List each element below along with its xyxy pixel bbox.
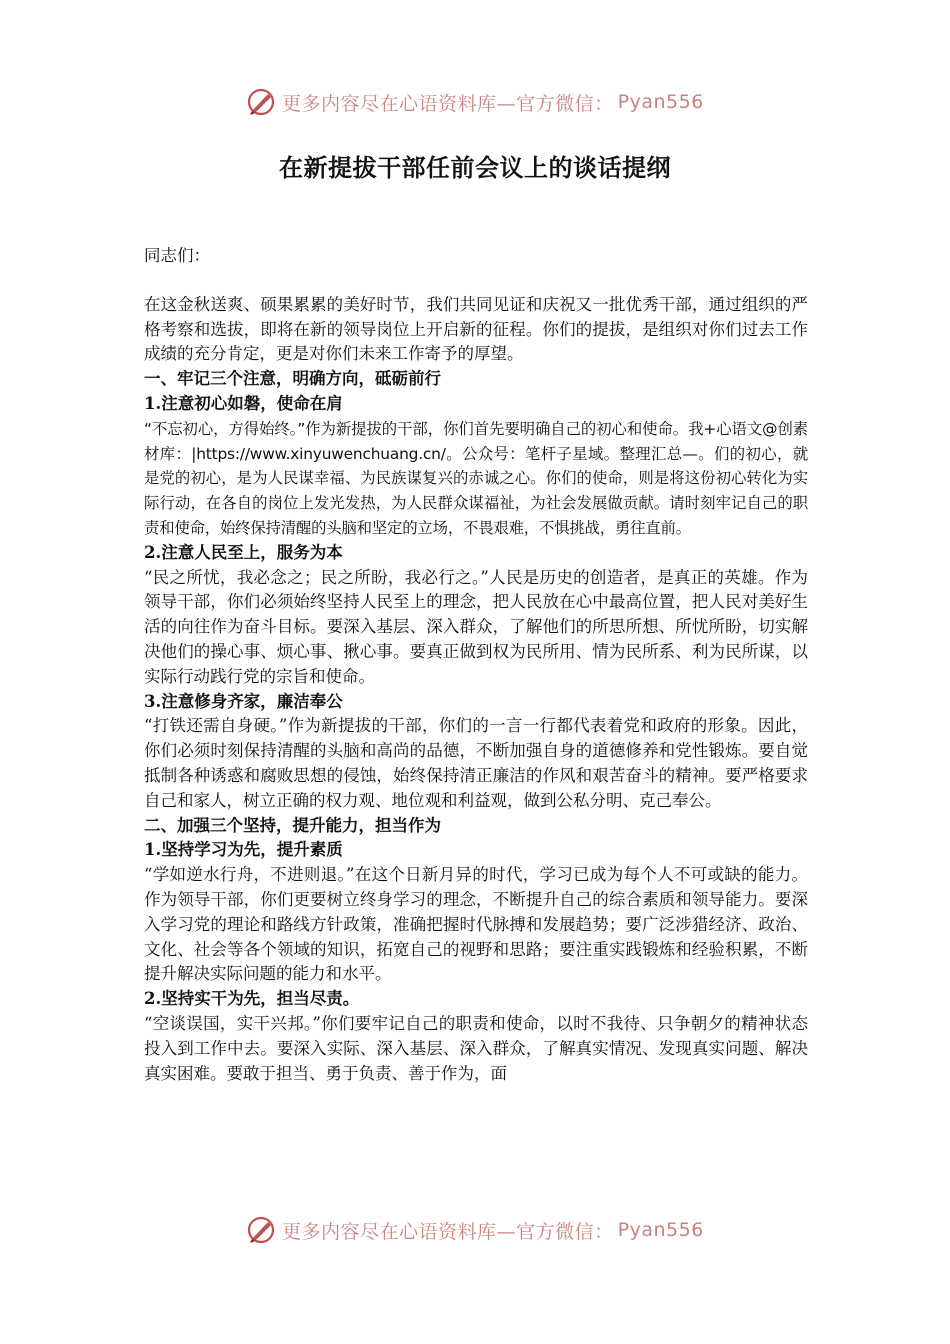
section1-item1-heading: 1.注意初心如磐，使命在肩 [144, 393, 343, 413]
section1-item2-text: “民之所忧，我必念之；民之所盼，我必行之。”人民是历史的创造者，是真正的英雄。作为领导干部，你们必须始终坚持人民至上的理念，把人民放在心中最高位置，把人民对美好生活的向往作为奋斗目标。要深入基层、深入群众，了解他们的所思所想、所忧所盼，切实解决他们的操心事、烦心事、揪心事。要真正做到权为民所用、情为民所系、利为民所谋，以实际行动践行党的宗旨和使命。 [144, 567, 808, 686]
section2-item2-heading: 2.坚持实干为先，担当尽责。 [144, 989, 360, 1009]
banner-text: 更多内容尽在心语资料库—官方微信： [282, 92, 614, 115]
section2-heading: 二、加强三个坚持，提升能力，担当作为 [144, 815, 441, 835]
section2-item1-text: “学如逆水行舟，不进则退。”在这个日新月异的时代，学习已成为每个人不可或缺的能力。作为领导干部，你们更要树立终身学习的理念，不断提升自己的综合素质和领导能力。要深入学习党的理论和路线方针政策，准确把握时代脉搏和发展趋势；要广泛涉猎经济、政治、文化、社会等各个领域的知识，拓宽自己的视野和思路；要注重实践锻炼和经验积累，不断提升解决实际问题的能力和水平。 [144, 865, 808, 984]
banner-text: 更多内容尽在心语资料库—官方微信： [282, 1220, 614, 1243]
pen-logo-icon [246, 87, 276, 117]
intro-paragraph: 在这金秋送爽、硕果累累的美好时节，我们共同见证和庆祝又一批优秀干部，通过组织的严格考察和选拔，即将在新的领导岗位上开启新的征程。你们的提拔，是组织对你们过去工作成绩的充分肯定，更是对你们未来工作寄予的厚望。 [144, 294, 808, 364]
section1-item1-text: “不忘初心，方得始终。”作为新提拔的干部，你们首先要明确自己的初心和使命。我+心语文@创素材库：|https://www.xinyuwenchuang.cn/。公众号：笔杆子星域。整理汇总—。们的初心，就是党的初心，是为人民谋幸福、为民族谋复兴的赤诚之心。你们的使命，则是将这份初心转化为实际行动，在各自的岗位上发光发热，为人民群众谋福祉，为社会发展做贡献。请时刻牢记自己的职责和使命，始终保持清醒的头脑和坚定的立场，不畏艰难，不惧挑战，勇往直前。 [144, 419, 808, 537]
banner-wechat-id: Pyan556 [617, 1219, 704, 1241]
pen-logo-icon [246, 1215, 276, 1245]
section2-item2-text: “空谈误国，实干兴邦。”你们要牢记自己的职责和使命，以时不我待、只争朝夕的精神状态投入到工作中去。要深入实际、深入基层、深入群众，了解真实情况、发现真实问题、解决真实困难。要敢于担当、勇于负责、善于作为，面 [144, 1013, 808, 1083]
section1-item3-text: “打铁还需自身硬。”作为新提拔的干部，你们的一言一行都代表着党和政府的形象。因此，你们必须时刻保持清醒的头脑和高尚的品德，不断加强自身的道德修养和党性锻炼。要自觉抵制各种诱惑和腐败思想的侵蚀，始终保持清正廉洁的作风和艰苦奋斗的精神。要严格要求自己和家人，树立正确的权力观、地位观和利益观，做到公私分明、克己奉公。 [144, 716, 808, 810]
greeting: 同志们： [144, 246, 210, 265]
watermark-banner-bottom [0, 1208, 950, 1252]
section1-item3-heading: 3.注意修身齐家，廉洁奉公 [144, 691, 343, 711]
section1-heading: 一、牢记三个注意，明确方向，砥砺前行 [144, 369, 441, 389]
banner-wechat-id: Pyan556 [617, 91, 704, 113]
section2-item1-heading: 1.坚持学习为先，提升素质 [144, 840, 343, 860]
section1-item2-heading: 2.注意人民至上，服务为本 [144, 542, 343, 562]
watermark-banner-top [0, 80, 950, 124]
document-title: 在新提拔干部任前会议上的谈话提纲 [279, 153, 671, 182]
document-body [144, 244, 808, 1086]
